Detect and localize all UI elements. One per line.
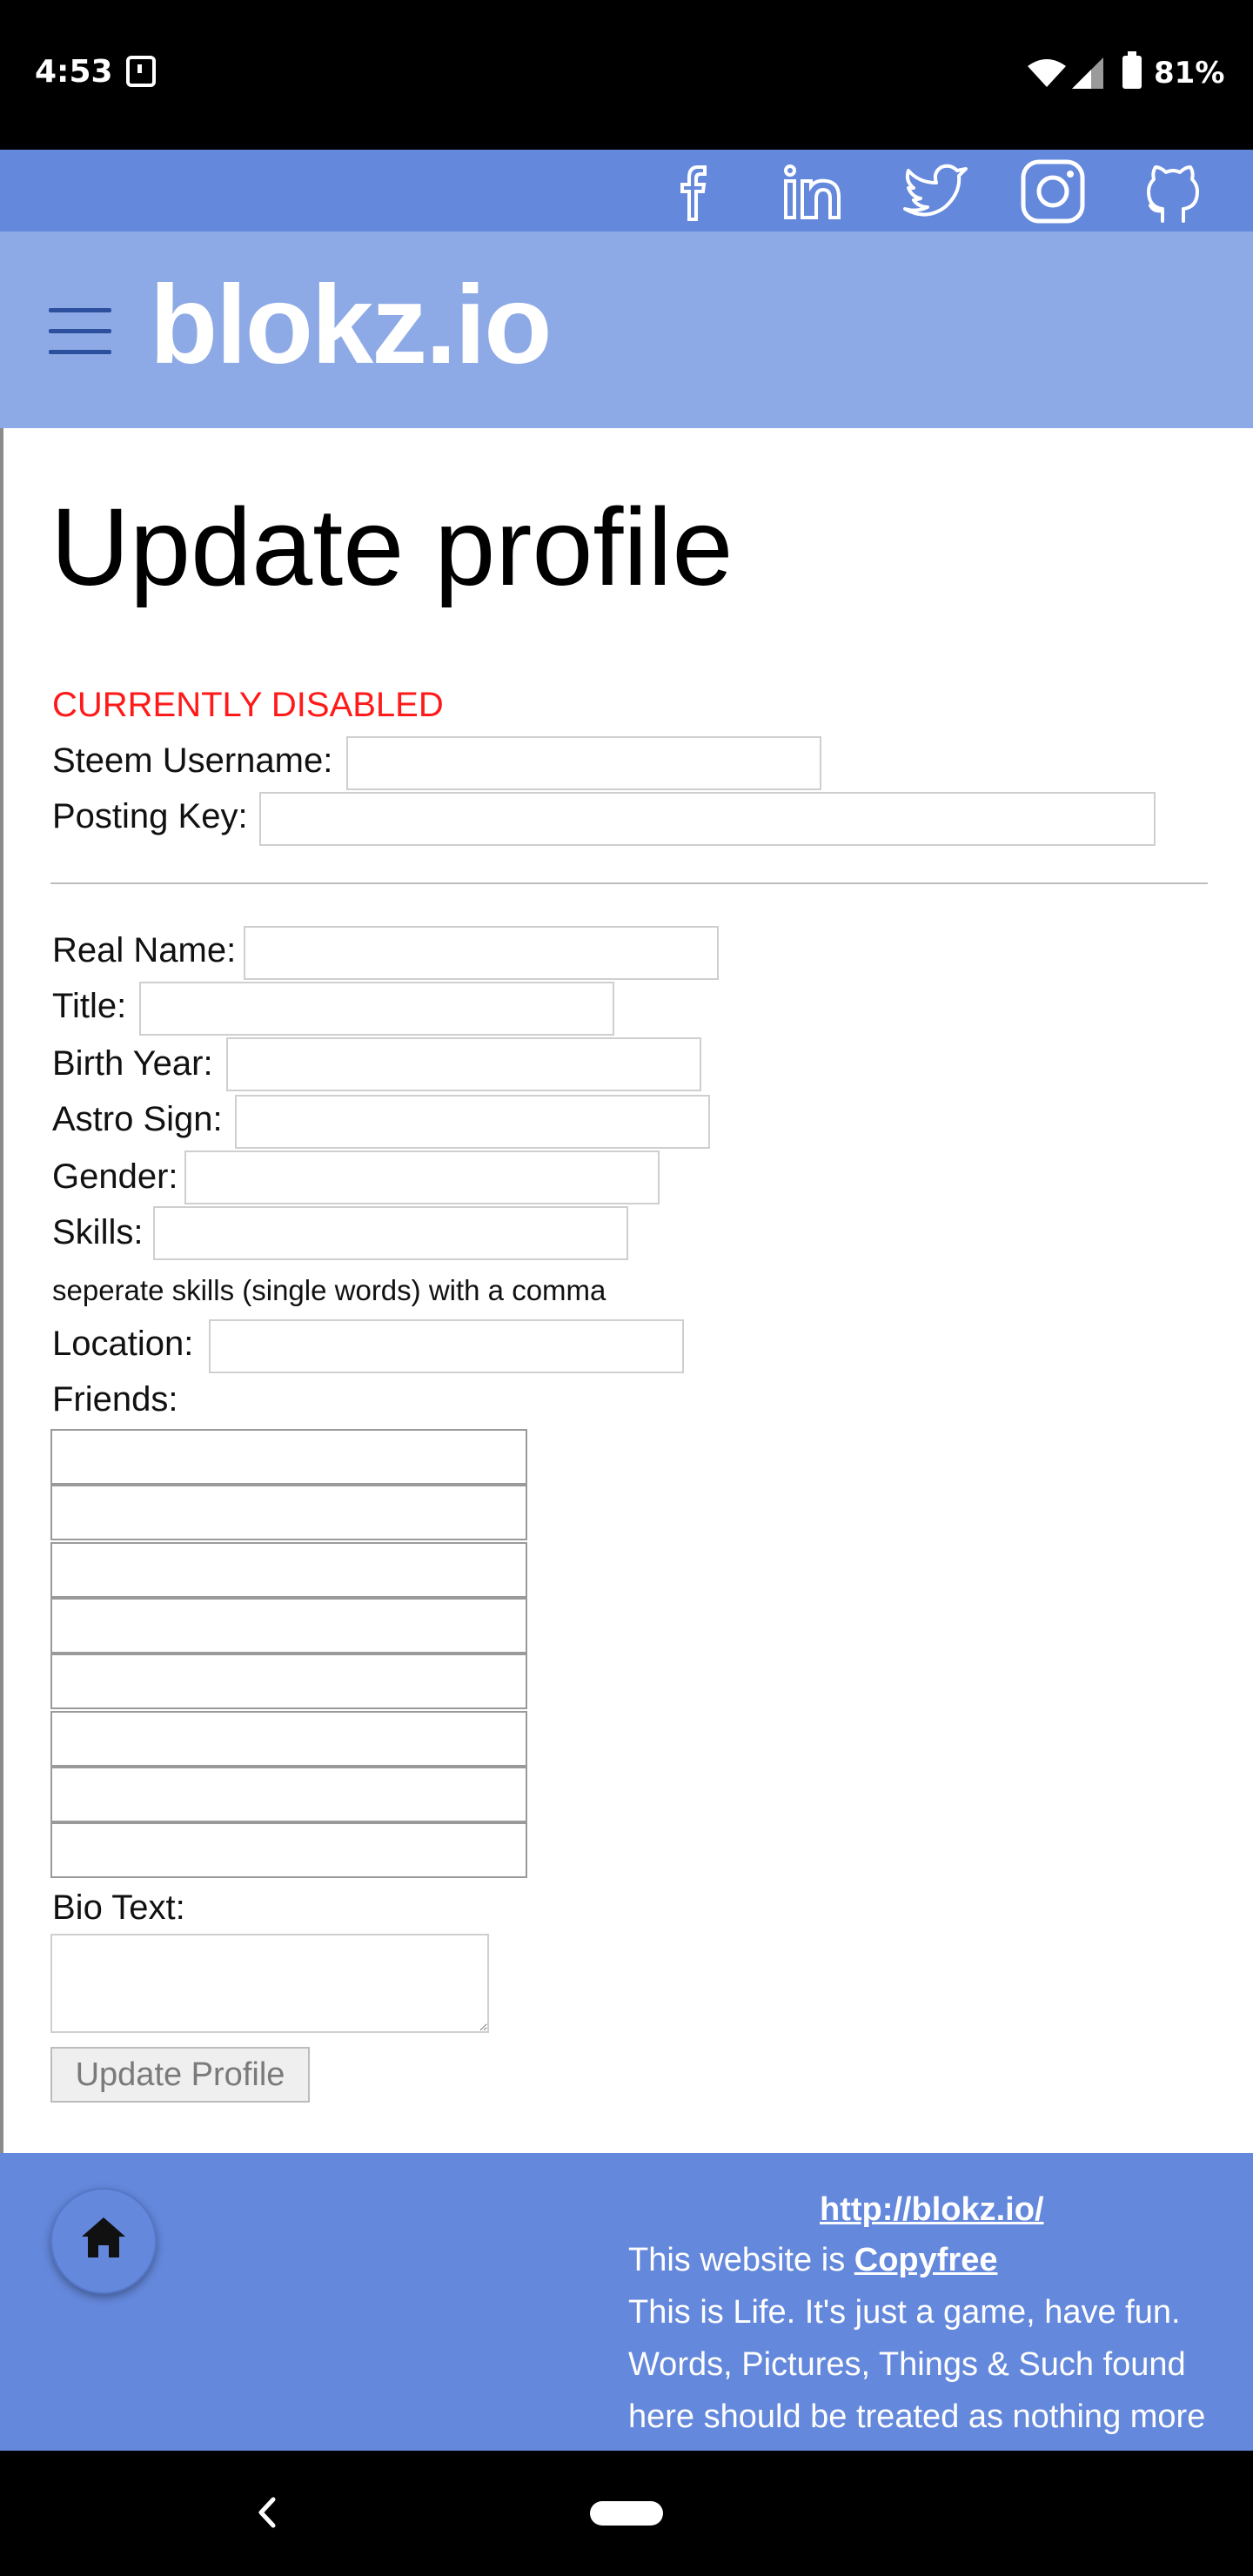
birth-year-label: Birth Year: [52, 1044, 213, 1083]
signal-icon [1070, 56, 1105, 91]
github-icon[interactable] [1138, 158, 1208, 225]
title-label: Title: [52, 987, 127, 1025]
gender-label: Gender: [52, 1157, 178, 1196]
footer-copyfree-prefix: This website is [628, 2242, 854, 2278]
footer-line-1: This is Life. It's just a game, have fun. [628, 2294, 1181, 2331]
hamburger-menu-icon[interactable] [49, 306, 111, 359]
section-divider [50, 882, 1208, 884]
footer-site-link[interactable]: http://blokz.io/ [820, 2191, 1044, 2228]
wifi-icon [1027, 57, 1067, 89]
friend-input-2[interactable] [50, 1485, 527, 1540]
page-title: Update profile [50, 486, 734, 608]
linkedin-icon[interactable] [780, 158, 849, 225]
posting-key-input[interactable] [259, 792, 1156, 846]
location-label: Location: [52, 1325, 194, 1363]
steem-username-label: Steem Username: [52, 741, 333, 780]
location-input[interactable] [209, 1319, 684, 1373]
friend-input-8[interactable] [50, 1822, 527, 1878]
bio-textarea[interactable] [50, 1934, 489, 2033]
astro-sign-label: Astro Sign: [52, 1100, 223, 1138]
footer-copyfree-line [628, 2242, 997, 2279]
twitter-icon[interactable] [900, 158, 969, 225]
skills-label: Skills: [52, 1213, 144, 1251]
instagram-icon[interactable] [1018, 158, 1088, 225]
title-input[interactable] [139, 982, 614, 1036]
skills-input[interactable] [153, 1206, 628, 1260]
facebook-icon[interactable] [658, 158, 727, 225]
friend-input-5[interactable] [50, 1654, 527, 1709]
friend-input-4[interactable] [50, 1598, 527, 1654]
footer-line-2: Words, Pictures, Things & Such found [628, 2346, 1186, 2383]
friend-input-6[interactable] [50, 1711, 527, 1767]
gender-input[interactable] [184, 1150, 660, 1204]
astro-sign-input[interactable] [235, 1095, 710, 1149]
birth-year-input[interactable] [226, 1037, 701, 1091]
posting-key-label: Posting Key: [52, 797, 248, 835]
friend-input-7[interactable] [50, 1767, 527, 1822]
notification-icon [126, 56, 156, 87]
footer-line-3: here should be treated as nothing more [628, 2398, 1206, 2435]
steem-username-input[interactable] [346, 736, 821, 790]
status-time: 4:53 [35, 54, 113, 90]
friend-input-3[interactable] [50, 1542, 527, 1598]
skills-hint: seperate skills (single words) with a comma [52, 1274, 606, 1306]
friend-input-1[interactable] [50, 1429, 527, 1485]
bio-label: Bio Text: [52, 1888, 185, 1927]
home-button[interactable] [50, 2188, 157, 2294]
status-bar [0, 0, 1253, 150]
copyfree-link[interactable]: Copyfree [854, 2242, 998, 2278]
home-icon [52, 2190, 155, 2292]
battery-icon [1122, 56, 1142, 89]
battery-percent: 81% [1154, 56, 1225, 91]
real-name-input[interactable] [244, 926, 719, 980]
site-brand[interactable]: blokz.io [150, 263, 551, 387]
back-icon[interactable] [254, 2494, 280, 2531]
real-name-label: Real Name: [52, 931, 237, 969]
update-profile-button[interactable]: Update Profile [50, 2047, 310, 2103]
disabled-notice: CURRENTLY DISABLED [52, 686, 444, 724]
friends-label: Friends: [52, 1380, 178, 1419]
nav-home-pill[interactable] [590, 2501, 663, 2526]
